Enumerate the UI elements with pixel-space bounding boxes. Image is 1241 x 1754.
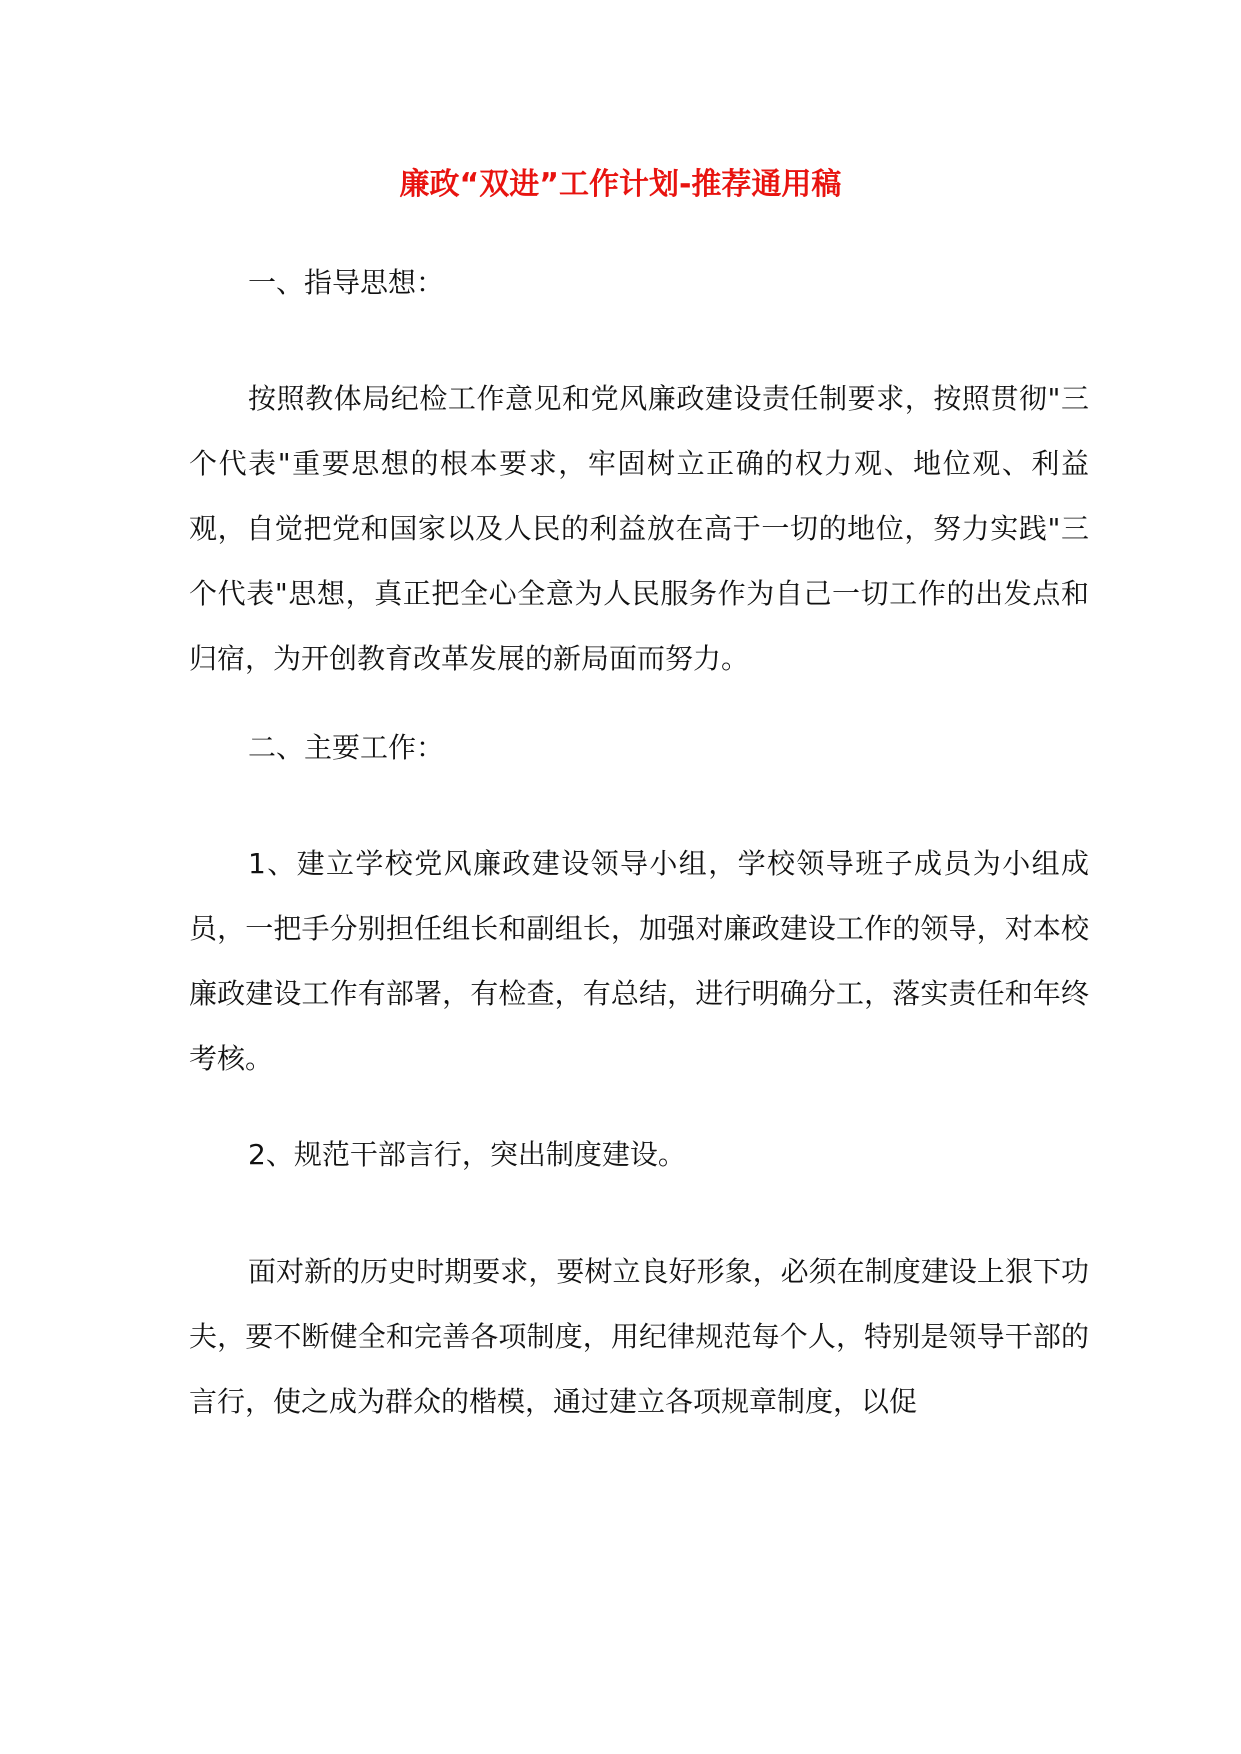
document-title: 廉政“双进”工作计划-推荐通用稿 (399, 167, 842, 202)
section-heading-main-work: 二、主要工作： (248, 731, 445, 764)
paragraph-item-1: 1、建立学校党风廉政建设领导小组，学校领导班子成员为小组成员，一把手分别担任组长和副组长，加强对廉政建设工作的领导，对本校廉政建设工作有部署，有检查，有总结，进行明确分工，落实责任和年终考核。 (189, 847, 1089, 1075)
paragraph-guiding-thought: 按照教体局纪检工作意见和党风廉政建设责任制要求，按照贯彻"三个代表"重要思想的根本要求，牢固树立正确的权力观、地位观、利益观，自觉把党和国家以及人民的利益放在高于一切的地位，努力实践"三个代表"思想，真正把全心全意为人民服务作为自己一切工作的出发点和归宿，为开创教育改革发展的新局面而努力。 (189, 382, 1089, 675)
paragraph-item-2: 面对新的历史时期要求，要树立良好形象，必须在制度建设上狠下功夫，要不断健全和完善各项制度，用纪律规范每个人，特别是领导干部的言行，使之成为群众的楷模，通过建立各项规章制度，以促 (189, 1255, 1089, 1418)
item-2-heading: 2、规范干部言行，突出制度建设。 (248, 1138, 686, 1171)
section-heading-guiding-thought: 一、指导思想： (248, 266, 445, 299)
